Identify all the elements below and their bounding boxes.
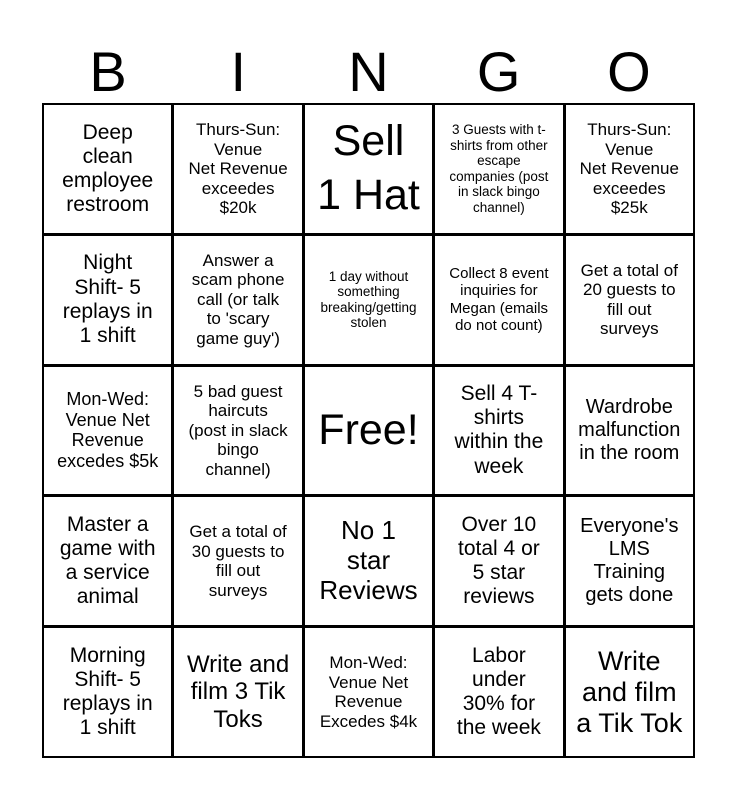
header-letter-b: B bbox=[89, 40, 127, 103]
bingo-cell[interactable]: Thurs-Sun: Venue Net Revenue exceedes $25k bbox=[566, 105, 693, 233]
bingo-cell[interactable]: Labor under 30% for the week bbox=[435, 628, 562, 756]
bingo-cell[interactable]: Get a total of 20 guests to fill out surveys bbox=[566, 236, 693, 364]
bingo-cell[interactable]: Write and film a Tik Tok bbox=[566, 628, 693, 756]
bingo-cell[interactable]: Night Shift- 5 replays in 1 shift bbox=[44, 236, 171, 364]
bingo-cell[interactable]: 3 Guests with t- shirts from other escape companies (post in slack bingo channel) bbox=[435, 105, 562, 233]
header-letter-n: N bbox=[348, 40, 389, 103]
bingo-cell[interactable]: No 1 star Reviews bbox=[305, 497, 432, 625]
header-letter-i: I bbox=[230, 40, 247, 103]
bingo-cell[interactable]: Sell 4 T- shirts within the week bbox=[435, 367, 562, 495]
bingo-cell[interactable]: Deep clean employee restroom bbox=[44, 105, 171, 233]
bingo-cell[interactable]: Mon-Wed: Venue Net Revenue excedes $5k bbox=[44, 367, 171, 495]
bingo-cell[interactable]: Over 10 total 4 or 5 star reviews bbox=[435, 497, 562, 625]
bingo-cell[interactable]: Everyone's LMS Training gets done bbox=[566, 497, 693, 625]
bingo-cell[interactable]: Write and film 3 Tik Toks bbox=[174, 628, 301, 756]
bingo-cell[interactable]: Sell 1 Hat bbox=[305, 105, 432, 233]
header-letter-g: G bbox=[476, 40, 521, 103]
bingo-cell[interactable]: Mon-Wed: Venue Net Revenue Excedes $4k bbox=[305, 628, 432, 756]
bingo-cell[interactable]: Answer a scam phone call (or talk to 'scary game guy') bbox=[174, 236, 301, 364]
bingo-cell[interactable]: Collect 8 event inquiries for Megan (emails do not count) bbox=[435, 236, 562, 364]
bingo-cell[interactable]: Master a game with a service animal bbox=[44, 497, 171, 625]
bingo-cell[interactable]: Thurs-Sun: Venue Net Revenue exceedes $20k bbox=[174, 105, 301, 233]
bingo-cell[interactable]: Wardrobe malfunction in the room bbox=[566, 367, 693, 495]
bingo-cell[interactable]: Get a total of 30 guests to fill out surveys bbox=[174, 497, 301, 625]
bingo-cell[interactable]: Morning Shift- 5 replays in 1 shift bbox=[44, 628, 171, 756]
bingo-header bbox=[43, 40, 694, 104]
header-letter-o: O bbox=[607, 40, 651, 103]
bingo-cell[interactable]: 5 bad guest haircuts (post in slack bingo channel) bbox=[174, 367, 301, 495]
bingo-grid bbox=[42, 103, 695, 758]
bingo-cell[interactable]: 1 day without something breaking/getting stolen bbox=[305, 236, 432, 364]
free-space[interactable]: Free! bbox=[305, 367, 432, 495]
